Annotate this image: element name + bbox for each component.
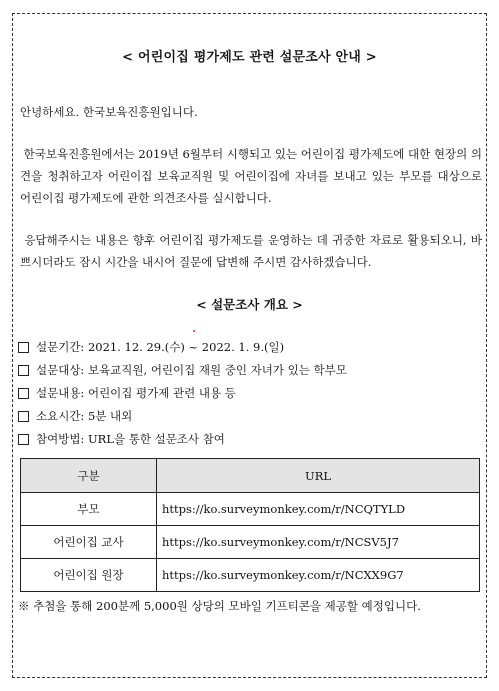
overview-item-period (18, 336, 347, 359)
row-category: 어린이집 교사 (21, 526, 157, 559)
checkbox-square-icon (18, 365, 29, 376)
checkbox-square-icon (18, 434, 29, 445)
survey-link-directors[interactable]: https://ko.surveymonkey.com/r/NCXX9G7 (157, 559, 480, 592)
request-paragraph (20, 229, 482, 273)
overview-item-text: 참여방법: URL을 통한 설문조사 참여 (36, 432, 225, 446)
overview-item-target (18, 359, 347, 382)
overview-item-text: 설문내용: 어린이집 평가제 관련 내용 등 (36, 386, 236, 400)
table-row (21, 493, 480, 526)
survey-link-teachers[interactable]: https://ko.surveymonkey.com/r/NCSV5J7 (157, 526, 480, 559)
survey-url-table (20, 458, 480, 592)
document-title: < 어린이집 평가제도 관련 설문조사 안내 > (122, 50, 377, 65)
checkbox-square-icon (18, 388, 29, 399)
greeting-text: 안녕하세요. 한국보육진흥원입니다. (20, 105, 198, 119)
row-category: 부모 (21, 493, 157, 526)
red-dot-mark (193, 330, 195, 332)
checkbox-square-icon (18, 411, 29, 422)
overview-item-duration (18, 405, 347, 428)
header-url: URL (157, 459, 480, 493)
header-category: 구분 (21, 459, 157, 493)
table-row (21, 559, 480, 592)
overview-item-text: 소요시간: 5분 내외 (36, 409, 133, 423)
gift-note: ※ 추첨을 통해 200분께 5,000원 상당의 모바일 기프티콘을 제공할 예정입니다. (18, 599, 421, 613)
table-row (21, 526, 480, 559)
overview-item-text: 설문기간: 2021. 12. 29.(수) ~ 2022. 1. 9.(일) (36, 340, 285, 354)
intro-paragraph-text: 한국보육진흥원에서는 2019년 6월부터 시행되고 있는 어린이집 평가제도에 대한 현장의 의견을 청취하고자 어린이집 보육교직원 및 어린이집에 자녀를 보내고 있는 부모를 대상으로 어린이집 평가제도에 관한 의견조사를 실시합니다. (20, 147, 483, 205)
overview-item-content (18, 382, 347, 405)
intro-paragraph (20, 143, 482, 209)
survey-link-parents[interactable]: https://ko.surveymonkey.com/r/NCQTYLD (157, 493, 480, 526)
overview-item-method (18, 428, 347, 451)
request-paragraph-text: 응답해주시는 내용은 향후 어린이집 평가제도를 운영하는 데 귀중한 자료로 활용되오니, 바쁘시더라도 잠시 시간을 내시어 질문에 답변해 주시면 감사하겠습니다. (20, 233, 483, 269)
overview-list (18, 336, 347, 451)
overview-item-text: 설문대상: 보육교직원, 어린이집 재원 중인 자녀가 있는 학부모 (36, 363, 347, 377)
table-header-row (21, 459, 480, 493)
overview-title: < 설문조사 개요 > (196, 297, 303, 312)
checkbox-square-icon (18, 342, 29, 353)
row-category: 어린이집 원장 (21, 559, 157, 592)
